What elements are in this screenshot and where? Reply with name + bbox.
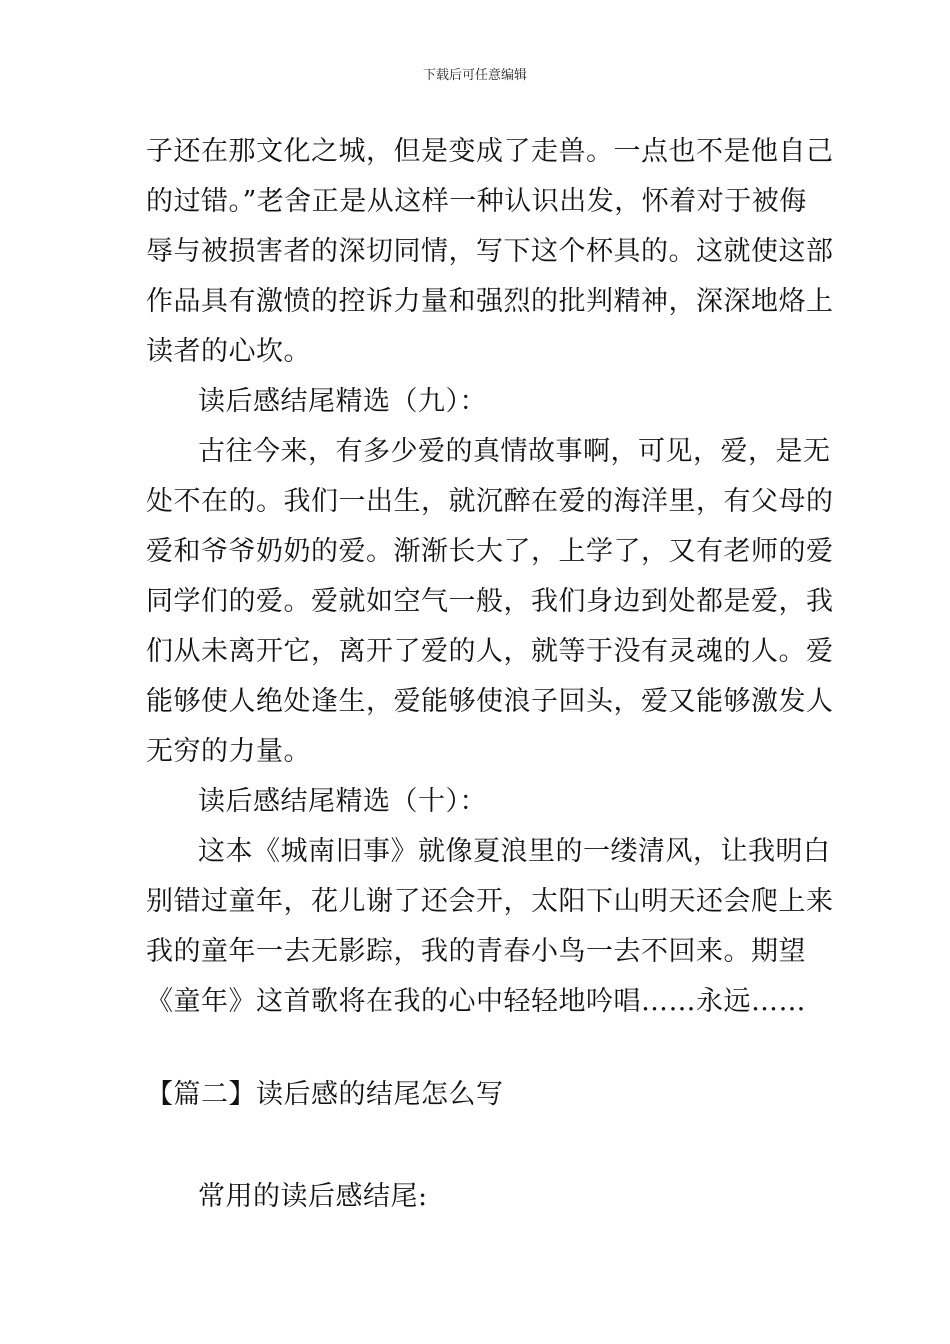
subheading	[146, 377, 816, 427]
text-line: 们从未离开它，离开了爱的人，就等于没有灵魂的人。爱	[146, 636, 834, 667]
section-sub-label: 常用的读后感结尾:	[198, 1181, 428, 1212]
text-line: 别错过童年，花儿谢了还会开，太阳下山明天还会爬上来	[146, 886, 834, 917]
text-line: 作品具有激愤的控诉力量和强烈的批判精神，深深地烙上	[146, 286, 834, 317]
paragraph	[146, 127, 834, 377]
text-line: 能够使人绝处逢生，爱能够使浪子回头，爱又能够激发人	[146, 686, 834, 717]
paragraph	[146, 427, 834, 777]
paragraph	[146, 827, 834, 1027]
text-line: 的过错。”老舍正是从这样一种认识出发，怀着对于被侮	[146, 186, 807, 217]
section-heading	[146, 1070, 816, 1120]
section-title: 【篇二】读后感的结尾怎么写	[146, 1079, 504, 1110]
section-subheading	[146, 1172, 816, 1222]
subheading	[146, 777, 816, 827]
text-line: 同学们的爱。爱就如空气一般，我们身边到处都是爱，我	[146, 586, 834, 617]
text-line: 《童年》这首歌将在我的心中轻轻地吟唱……永远……	[146, 986, 806, 1017]
text-line: 无穷的力量。	[146, 736, 311, 767]
text-line: 读者的心坎。	[146, 336, 311, 367]
text-line: 辱与被损害者的深切同情，写下这个杯具的。这就使这部	[146, 236, 834, 267]
text-line: 这本《城南旧事》就像夏浪里的一缕清风，让我明白	[198, 836, 831, 867]
page-header: 下载后可任意编辑	[422, 68, 527, 83]
text-line: 我的童年一去无影踪，我的青春小鸟一去不回来。期望	[146, 936, 806, 967]
text-line: 爱和爷爷奶奶的爱。渐渐长大了，上学了，又有老师的爱	[146, 536, 834, 567]
subheading-text: 读后感结尾精选（十）：	[198, 786, 487, 817]
text-line: 古往今来，有多少爱的真情故事啊，可见，爱，是无	[198, 436, 831, 467]
text-line: 子还在那文化之城，但是变成了走兽。一点也不是他自己	[146, 136, 834, 167]
text-line: 处不在的。我们一出生，就沉醉在爱的海洋里，有父母的	[146, 486, 834, 517]
subheading-text: 读后感结尾精选（九）：	[198, 386, 487, 417]
document-body	[146, 127, 834, 1027]
